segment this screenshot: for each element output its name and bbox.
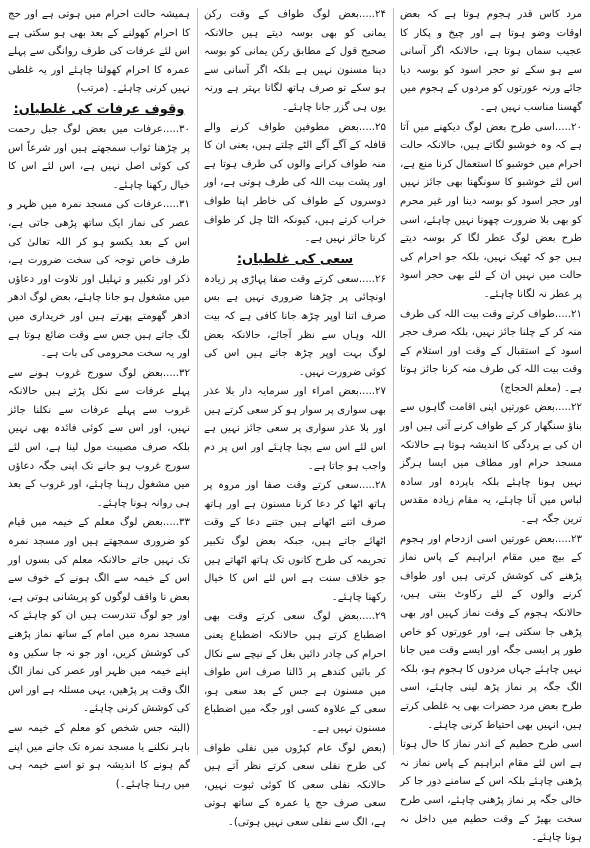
paragraph: ۳۱.....عرفات کی مسجد نمرہ میں ظہر و عصر کی نماز ایک ساتھ پڑھی جاتی ہے، اس کے بعد یکسو ہو کر اللہ تعالیٰ کی طرف خاص توجہ کی سخت ضرورت ہے، ذکر اور تکبیر و تہلیل اور تلاوت اور دعاؤں میں مشغول ہو جانا چاہئے، بعض لوگ ادھر ادھر گھومتے پھرتے ہیں اور خریداری میں لگ جاتے ہیں جس سے وقت ضائع ہوتا ہے اور یہ سخت محرومی کی بات ہے۔ xyxy=(8,199,190,360)
paragraph: ۲۲.....بعض عورتیں اپنی اقامت گاہوں سے بناؤ سنگھار کر کے طواف کرنے آتی ہیں اور ان کی بے پردگی کا اندیشہ ہوتا ہے حالانکہ مسجد حرام اور مطاف میں ایسا ہرگز نہیں ہونا چاہئے بلکہ باپردہ اور سادہ لباس میں آنا چاہئے، یہ مقام زیادہ مقدس ترین جگہ ہے۔ xyxy=(400,402,582,526)
paragraph: اسی طرح حطیم کے اندر نماز کا حال ہوتا ہے اس لئے مقام ابراہیم کے پاس نماز نہ پڑھنی چاہئے بلکہ اس کے سامنے دور جا کر خالی جگہ پر نماز پڑھنی چاہئے، اسی طرح سخت بھیڑ کے وقت حطیم میں داخل نہ ہونا چاہئے۔ xyxy=(400,739,582,844)
section-heading: وقوف عرفات کی غلطیاں: xyxy=(13,101,185,117)
column-divider xyxy=(393,8,394,755)
paragraph: ۲۸.....سعی کرتے وقت صفا اور مروہ پر ہاتھ اٹھا کر دعا کرنا مسنون ہے اور ہاتھ صرف اتنے اٹھانے ہیں جتنے دعا کے وقت اٹھائے جاتے ہیں، جبکہ بعض لوگ تکبیر تحریمہ کی طرح کانوں تک ہاتھ اٹھاتے ہیں جو خلاف سنت ہے اس لئے اس کا خیال رکھنا چاہئے۔ xyxy=(204,480,386,603)
paragraph: ہمیشہ حالت احرام میں ہوتی ہے اور حج کا احرام کھولنے کے بعد بھی ہو سکتی ہے اس لئے عرفات کی طرف روانگی سے پہلے عمرہ کا احرام کھولنا چاہئے اور یہ غلطی نہیں کرنی چاہئے۔ (مرتب) xyxy=(8,9,190,95)
section-heading: سعی کی غلطیاں: xyxy=(236,251,354,267)
paragraph: ۲۱.....طواف کرتے وقت بیت اللہ کی طرف منہ کر کے چلنا جائز نہیں، بلکہ صرف حجر اسود کے استقبال کے وقت اور استلام کے وقت بیت اللہ کی طرف منہ کرنا جائز ہوتا ہے۔ (معلم الحجاج) xyxy=(400,308,582,394)
paragraph: (البتہ جس شخص کو معلم کے خیمہ سے باہر نکلنے یا مسجد نمرہ تک جانے میں اپنے گم ہونے کا اندیشہ ہو تو اسے خیمہ ہی میں رہنا چاہئے۔) xyxy=(8,722,190,790)
paragraph: ۲۳.....بعض عورتیں اسی ازدحام اور ہجوم کے بیچ میں مقام ابراہیم کے پاس نماز پڑھنے کی کوشش کرتی ہیں اور طواف کرنے والوں کے لئے رکاوٹ بنتی ہیں، حالانکہ ہجوم کے وقت نماز کہیں اور بھی پڑھی جا سکتی ہے، اور عورتوں کو خاص طور پر ایسی جگہ اور ایسے وقت میں جانا نہیں چاہئے جہاں مردوں کا ہجوم ہو، بلکہ الگ جگہ پر نماز پڑھ لینی چاہئے، اسی طرح بعض مرد حضرات بھی یہ غلطی کرتے ہیں، انہیں بھی احتیاط کرنی چاہئے۔ xyxy=(400,533,582,731)
text-column-right xyxy=(400,6,582,844)
paragraph: مرد کاس قدر ہجوم ہوتا ہے کہ بعض اوقات وضو ہوتا ہے اور چیخ و پکار کا عجیب سماں ہوتا ہے، حالانکہ اگر آسانی سے ہو سکے تو حجر اسود کو بوسہ دیا جائے ورنہ عورتوں کو مردوں کے ہجوم میں گھسنا مناسب نہیں ہے۔ xyxy=(400,9,582,113)
paragraph: ۲۶.....سعی کرتے وقت صفا پہاڑی پر زیادہ اونچائی پر چڑھنا ضروری نہیں ہے بس صرف اتنا اوپر چڑھ جانا کافی ہے کہ بیت اللہ وہاں سے نظر آجائے، حالانکہ بعض لوگ بہت اوپر چڑھ جاتے ہیں اس کی کوئی ضرورت نہیں۔ xyxy=(204,273,386,378)
paragraph: ۳۰.....عرفات میں بعض لوگ جبل رحمت پر چڑھنا ثواب سمجھتے ہیں اور شرعاً اس کی کوئی اصل نہیں ہے، اس لئے اس کا خیال رکھنا چاہئے۔ xyxy=(8,123,190,191)
text-column-left xyxy=(8,6,190,790)
paragraph: ۲۷.....بعض امراء اور سرمایہ دار بلا عذر بھی سواری پر سوار ہو کر سعی کرتے ہیں اور بلا عذر سواری پر سعی جائز نہیں ہے اس لئے اس سے بچنا چاہئے اور اس پر دم واجب ہو جاتا ہے۔ xyxy=(204,386,386,472)
paragraph: ۳۳.....بعض لوگ معلم کے خیمہ میں قیام کو ضروری سمجھتے ہیں اور مسجد نمرہ تک نہیں جاتے حالانکہ معلم کی بسوں اور اس کے خیمہ سے الگ ہونے کے خوف سے بعض نا واقف لوگوں کو پریشانی ہوتی ہے، اور جو لوگ تندرست ہیں ان کو چاہئے کہ مسجد نمرہ میں امام کے ساتھ نماز پڑھنے کی کوشش کریں، اور جو نہ جا سکیں وہ اپنے خیمہ میں ظہر اور عصر کی نماز الگ الگ وقت پر پڑھیں، یہی مسئلہ ہے اور اس کی کوشش کرنی چاہئے۔ xyxy=(8,517,190,715)
paragraph: (بعض لوگ عام کپڑوں میں نفلی طواف کی طرح نفلی سعی کرتے نظر آتے ہیں حالانکہ نفلی سعی کا کوئی ثبوت نہیں، سعی صرف حج یا عمرہ کے ساتھ ہوتی ہے، الگ سے نفلی سعی نہیں ہوتی)۔ xyxy=(204,742,386,828)
column-divider xyxy=(197,8,198,755)
paragraph: ۳۲.....بعض لوگ سورج غروب ہونے سے پہلے عرفات سے نکل پڑتے ہیں حالانکہ غروب سے پہلے عرفات سے نکلنا جائز نہیں، اور اس سے کوئی فائدہ بھی نہیں بلکہ صرف مصیبت مول لینا ہے، اس لئے سورج غروب ہو جانے تک اپنی جگہ دعاؤں میں مشغول رہنا چاہئے، اور غروب کے بعد ہی روانہ ہونا چاہئے۔ xyxy=(8,367,190,509)
paragraph: ۲۴.....بعض لوگ طواف کے وقت رکن یمانی کو بھی بوسہ دیتے ہیں حالانکہ صحیح قول کے مطابق رکن یمانی کو بوسہ دینا مسنون نہیں ہے بلکہ اگر آسانی سے ہو سکے تو صرف ہاتھ لگانا بہتر ہے ورنہ یوں ہی گزر جانا چاہئے۔ xyxy=(204,9,386,113)
text-column-middle xyxy=(204,6,386,828)
paragraph: ۲۰.....اسی طرح بعض لوگ دیکھنے میں آتا ہے کہ وہ خوشبو لگاتے ہیں، حالانکہ حالت احرام میں خوشبو کا استعمال کرنا منع ہے، اس لئے خوشبو کا سونگھنا بھی جائز نہیں اور حجر اسود کو بوسہ دینا اور غیر محرم کو بھی بلا ضرورت چھونا نہیں چاہئے، اسی طرح بعض لوگ عطر لگا کر بوسہ دیتے ہیں جو کہ ٹھیک نہیں، بلکہ جو احرام کی حالت میں نہیں ان کے لئے بھی حجر اسود پر عطر نہ لگانا چاہئے۔ xyxy=(400,121,582,300)
paragraph: ۲۹.....بعض لوگ سعی کرتے وقت بھی اضطباع کرتے ہیں حالانکہ اضطباع یعنی احرام کی چادر دائیں بغل کے نیچے سے نکال کر بائیں کندھے پر ڈالنا صرف اس طواف میں مسنون ہے جس کے بعد سعی ہو، سعی کے علاوہ کسی اور جگہ میں اضطباع مسنون نہیں ہے۔ xyxy=(204,611,386,734)
paragraph: ۲۵.....بعض مطوفین طواف کرنے والے قافلہ کے آگے آگے الٹے چلتے ہیں، یعنی ان کا منہ طواف کرانے والوں کی طرف ہوتا ہے اور پشت بیت اللہ کی طرف ہوتی ہے، اور دوسروں کے طواف کی خاطر اپنا طواف خراب کرتے ہیں، کیونکہ الٹا چل کر طواف کرنا جائز نہیں ہے۔ xyxy=(204,121,386,245)
